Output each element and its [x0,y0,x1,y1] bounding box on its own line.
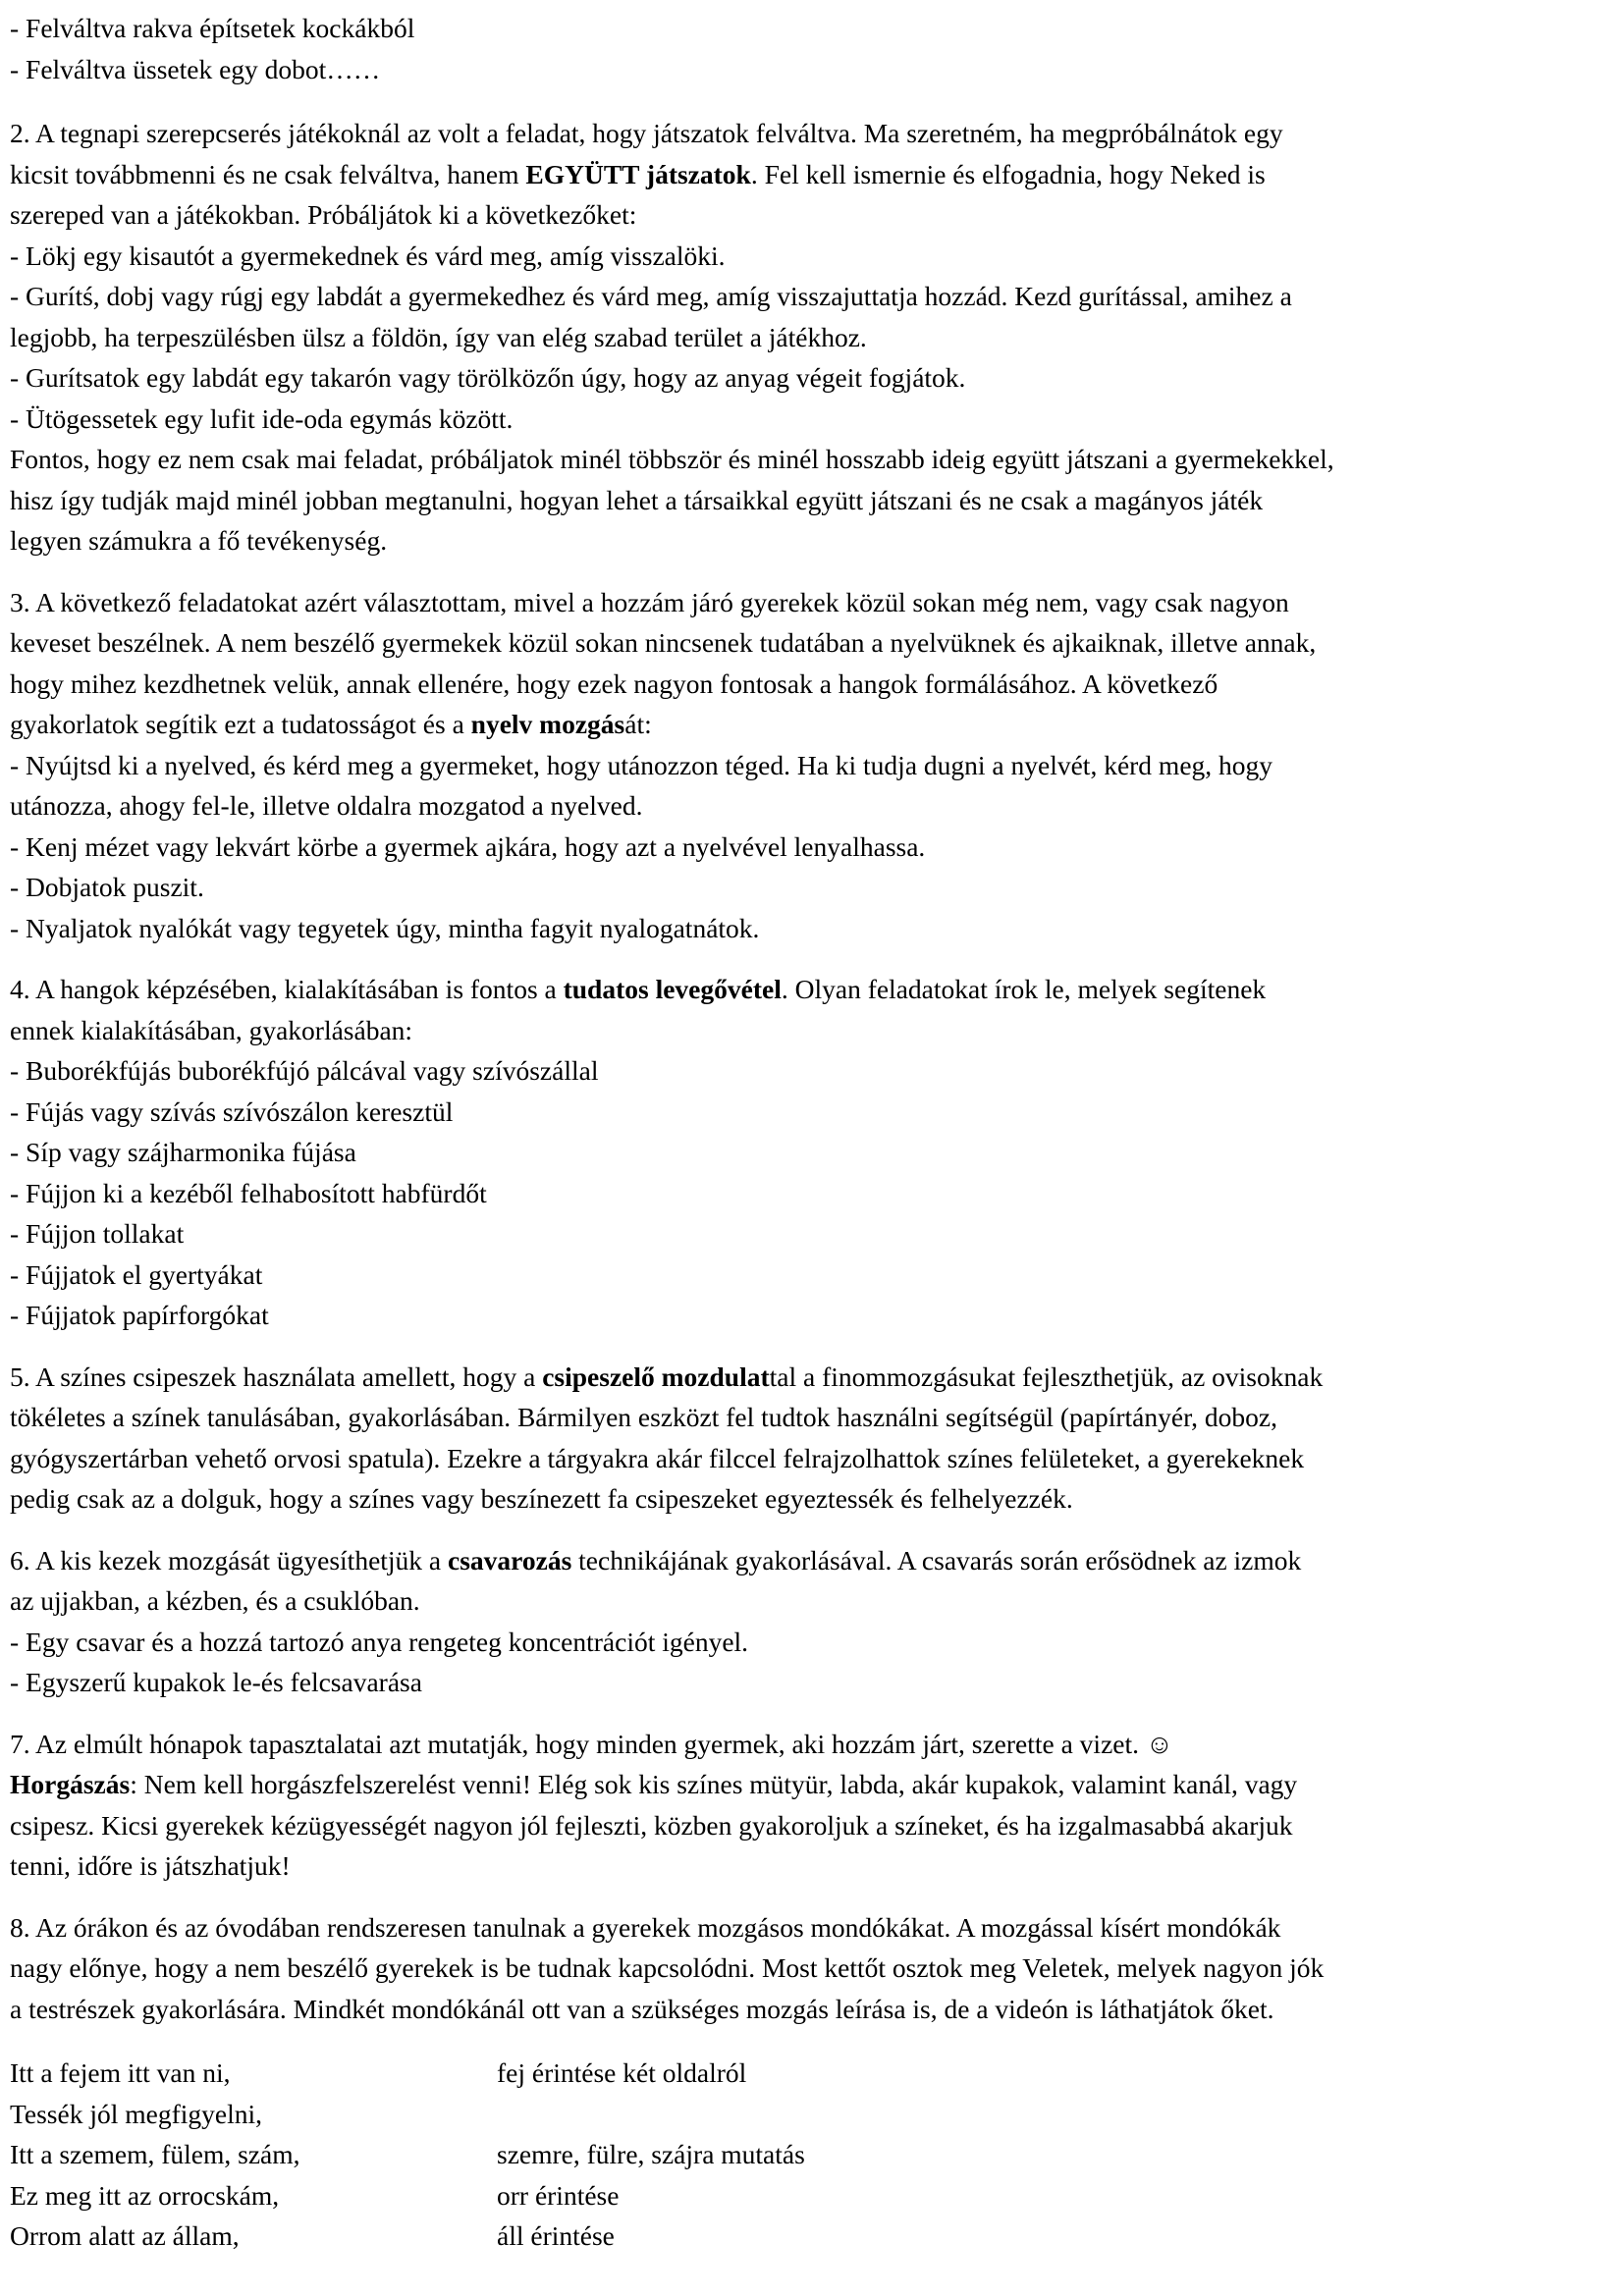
section-5 [10,1357,1620,1520]
rhyme-row [10,2175,1620,2216]
paragraph-line: hisz így tudják majd minél jobban megtanulni, hogyan lehet a társaikkal együtt játszani és ne csak a magányos játék [10,484,1264,515]
list-item: - Gurítś, dobj vagy rúgj egy labdát a gyermekedhez és várd meg, amíg visszajuttatja hozzád. Kezd gurítással, amihez a [10,281,1292,311]
paragraph-line: keveset beszélnek. A nem beszélő gyermekek közül sokan nincsenek tudatában a nyelvüknek és ajkaiknak, illetve annak, [10,627,1317,658]
bold-text: EGYÜTT játszatok [525,158,751,189]
bold-text: csipeszelő mozdulat [542,1361,770,1392]
rhyme-text: Orrom alatt az állam, [10,2220,240,2251]
list-item: - Fújjon ki a kezéből felhabosított habfürdőt [10,1177,487,1208]
section-8 [10,1907,1620,2030]
rhyme-row [10,2094,1620,2135]
paragraph-line: utánozza, ahogy fel-le, illetve oldalra mozgatod a nyelved. [10,790,643,821]
section-4 [10,969,1620,1336]
paragraph-line [10,154,1620,195]
paragraph-line: 2. A tegnapi szerepcserés játékoknál az volt a feladat, hogy játszatok felváltva. Ma szeretném, ha megpróbálnátok egy [10,118,1283,148]
paragraph-line: legyen számukra a fő tevékenység. [10,525,388,556]
paragraph-line [10,1357,1620,1398]
rhyme-text: Tessék jól megfigyelni, [10,2098,262,2129]
rhyme-action: szemre, fülre, szájra mutatás [497,2139,805,2169]
list-item: - Egyszerű kupakok le-és felcsavarása [10,1667,422,1697]
section-2 [10,113,1620,561]
list-item: - Egy csavar és a hozzá tartozó anya rengeteg koncentrációt igényel. [10,1626,749,1657]
paragraph-line: szereped van a játékokban. Próbáljátok ki a következőket: [10,199,637,230]
rhyme-action: orr érintése [497,2179,620,2211]
text-run: kicsit továbbmenni és ne csak felváltva, hanem [10,158,526,189]
section-7 [10,1724,1620,1887]
rhyme-text: Ez meg itt az orrocskám, [10,2179,280,2211]
list-item: - Fújjatok el gyertyákat [10,1258,263,1290]
rhyme-action: fej érintése két oldalról [497,2057,747,2088]
list-item: - Kenj mézet vagy lekvárt körbe a gyermek ajkára, hogy azt a nyelvével lenyalhassa. [10,830,926,862]
list-item: - Nyaljatok nyalókát vagy tegyetek úgy, mintha fagyit nyalogatnátok. [10,912,760,943]
list-item: - Buborékfújás buborékfújó pálcával vagy szívószállal [10,1055,599,1086]
list-item: - Gurítsatok egy labdát egy takarón vagy törölközőn úgy, hogy az anyag végeit fogjátok. [10,362,966,393]
rhyme-text: Itt a szemem, fülem, szám, [10,2139,300,2169]
bold-text: csavarozás [448,1544,572,1575]
rhyme-action: áll érintése [497,2220,615,2251]
document-page [10,8,1620,2257]
paragraph-line: Fontos, hogy ez nem csak mai feladat, próbáljatok minél többször és minél hosszabb ideig együtt játszani a gyermekekkel, [10,444,1334,474]
text-run: 4. A hangok képzésében, kialakításában is fontos a [10,974,564,1004]
rhyme-row [10,2134,1620,2175]
paragraph-line: tökéletes a színek tanulásában, gyakorlásában. Bármilyen eszközt fel tudtok használni segítségül (papírtányér, doboz, [10,1402,1277,1432]
paragraph-line [10,704,1620,745]
list-item: - Nyújtsd ki a nyelved, és kérd meg a gyermeket, hogy utánozzon téged. Ha ki tudja dugni a nyelvét, kérd meg, hogy [10,749,1273,780]
rhyme-table [10,2053,1620,2257]
list-item: - Felváltva üssetek egy dobot…… [10,53,381,84]
paragraph-line: 7. Az elmúlt hónapok tapasztalatai azt mutatják, hogy minden gyermek, aki hozzám járt, szerette a vizet. ☺ [10,1728,1173,1759]
text-run: tal a finommozgásukat fejleszthetjük, az ovisoknak [769,1361,1324,1392]
list-item: - Lökj egy kisautót a gyermekednek és várd meg, amíg visszalöki. [10,240,726,271]
paragraph-line: nagy előnye, hogy a nem beszélő gyerekek is be tudnak kapcsolódni. Most kettőt osztok meg Veletek, melyek nagyon jók [10,1952,1325,1983]
text-run: : Nem kell horgászfelszerelést venni! Elég sok kis színes mütyür, labda, akár kupakok, valamint kanál, vagy [130,1769,1298,1799]
rhyme-text: Itt a fejem itt van ni, [10,2057,231,2088]
list-item: - Felváltva rakva építsetek kockákból [10,13,415,43]
list-item: - Fújás vagy szívás szívószálon keresztül [10,1095,454,1127]
section-3 [10,582,1620,949]
text-run: . Olyan feladatokat írok le, melyek segítenek [781,974,1267,1004]
paragraph-line: 3. A következő feladatokat azért választottam, mivel a hozzám járó gyerekek közül sokan még nem, vagy csak nagyon [10,586,1289,617]
paragraph-line [10,1764,1620,1805]
paragraph-line: csipesz. Kicsi gyerekek kézügyességét nagyon jól fejleszti, közben gyakoroljuk a színeket, és ha izgalmasabbá akarjuk [10,1809,1293,1841]
list-item: - Fújjatok papírforgókat [10,1300,269,1330]
text-run: technikájának gyakorlásával. A csavarás során erősödnek az izmok [571,1544,1302,1575]
list-item: - Fújjon tollakat [10,1218,185,1249]
text-run: 6. A kis kezek mozgását ügyesíthetjük a [10,1544,449,1575]
paragraph-line: ennek kialakításában, gyakorlásában: [10,1014,413,1045]
text-run: . Fel kell ismernie és elfogadnia, hogy Neked is [750,158,1266,189]
paragraph-line: a testrészek gyakorlására. Mindkét mondókánál ott van a szükséges mozgás leírása is, de a videón is láthatjátok őket. [10,1993,1274,2024]
list-item: - Síp vagy szájharmonika fújása [10,1137,356,1167]
text-run: gyakorlatok segítik ezt a tudatosságot és a [10,709,471,739]
paragraph-line: tenni, időre is játszhatjuk! [10,1850,291,1881]
bold-text: Horgászás [10,1769,131,1799]
rhyme-row [10,2216,1620,2257]
list-item: - Dobjatok puszit. [10,872,204,902]
bold-text: nyelv mozgás [470,709,625,739]
paragraph-line: hogy mihez kezdhetnek velük, annak ellenére, hogy ezek nagyon fontosak a hangok formálásához. A következő [10,667,1218,699]
intro-list [10,8,1620,89]
paragraph-line: gyógyszertárban vehető orvosi spatula). Ezekre a tárgyakra akár filccel felrajzolhattok színes felületeket, a gyerekeknek [10,1442,1305,1473]
text-run: 5. A színes csipeszek használata amellett, hogy a [10,1361,543,1392]
list-item: - Ütögessetek egy lufit ide-oda egymás között. [10,402,514,434]
paragraph-line [10,969,1620,1010]
paragraph-line: pedig csak az a dolguk, hogy a színes vagy beszínezett fa csipeszeket egyeztessék és felhelyezzék. [10,1483,1073,1514]
section-6 [10,1540,1620,1703]
text-run: át: [624,709,652,739]
paragraph-line: 8. Az órákon és az óvodában rendszeresen tanulnak a gyerekek mozgásos mondókákat. A mozgással kísért mondókák [10,1911,1281,1943]
bold-text: tudatos levegővétel [563,974,782,1004]
rhyme-row [10,2053,1620,2094]
paragraph-line: legjobb, ha terpeszülésben ülsz a földön, így van elég szabad terület a játékhoz. [10,321,867,352]
paragraph-line: az ujjakban, a kézben, és a csuklóban. [10,1585,420,1616]
paragraph-line [10,1540,1620,1581]
